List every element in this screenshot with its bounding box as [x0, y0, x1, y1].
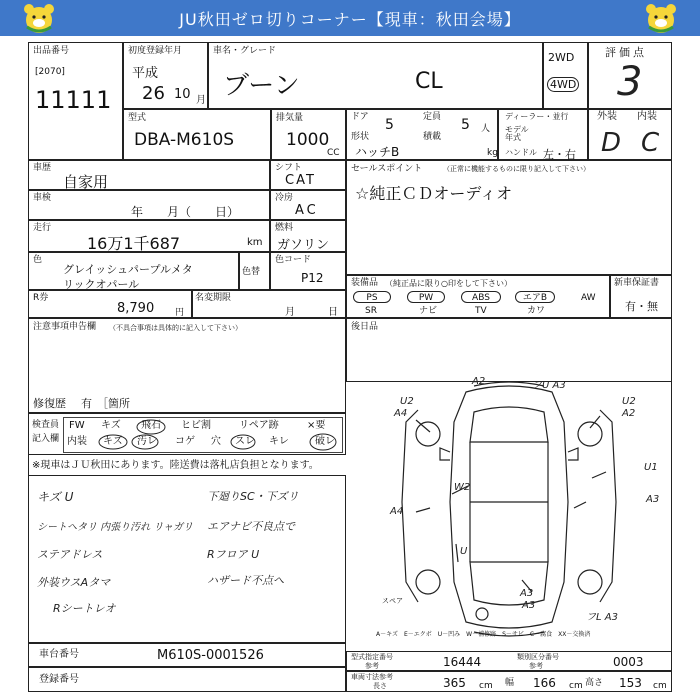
- remark-right-1: 下廻りSC・下ズリ: [207, 490, 299, 503]
- insp-wear: スレ: [235, 436, 255, 447]
- score-value: 3: [617, 59, 643, 105]
- insp-int-scratch: キズ: [103, 436, 123, 447]
- equipment-label: 装備品: [351, 278, 379, 288]
- exterior-grade: D: [601, 128, 622, 158]
- equip-aw: AW: [581, 293, 596, 303]
- after-items-cell: [346, 318, 672, 382]
- class-value: 0003: [613, 655, 644, 669]
- equip-tv: TV: [475, 306, 487, 316]
- color-change-cell: [239, 252, 270, 290]
- exterior-interior-cell: [588, 109, 672, 160]
- era: 平成: [132, 66, 159, 81]
- model-year-label: モデル年式: [505, 125, 529, 142]
- remark-left-5: Rシートレオ: [53, 602, 116, 615]
- shift-label: シフト: [275, 163, 303, 173]
- lot-label: 出品番号: [33, 46, 70, 56]
- displacement-cell: [271, 109, 346, 160]
- color-cell: [28, 252, 239, 290]
- insp-chip: 飛石: [141, 420, 161, 431]
- mark-7: W2: [454, 482, 471, 493]
- mileage-value: 16万1千687: [87, 234, 181, 253]
- mark-1: A2: [472, 376, 486, 387]
- chassis-cell: [28, 643, 346, 667]
- insp-need: ×要: [307, 420, 326, 431]
- car-name-cell: [208, 42, 543, 109]
- shift-value: CAT: [285, 173, 316, 188]
- type-cert-row: [346, 651, 672, 671]
- reg-expiry-month: 月: [285, 307, 295, 318]
- height-value: 153: [619, 676, 642, 690]
- displacement-label: 排気量: [276, 113, 304, 123]
- km-unit: km: [247, 237, 263, 248]
- notes-sub: （不具合事項は具体的に記入して下さい）: [109, 324, 242, 332]
- dims-label: 車両寸法参考: [351, 673, 393, 681]
- mark-5: U2: [622, 396, 636, 407]
- fuel-value: ガソリン: [277, 238, 330, 253]
- insp-interior: 内装: [67, 436, 87, 447]
- warranty-label: 新車保証書: [614, 278, 660, 288]
- insp-crack: ヒビ割: [181, 420, 211, 431]
- score-cell: [588, 42, 672, 109]
- equip-leather: カワ: [527, 306, 546, 316]
- equip-airbag: エアB: [515, 291, 555, 303]
- reg-year: 26: [142, 83, 165, 104]
- mark-4: A4: [394, 408, 408, 419]
- remark-left-1: キズ U: [37, 490, 74, 504]
- spare-label: スペア: [382, 597, 403, 605]
- dealer-label: ディーラー・並行: [505, 112, 569, 121]
- model-label: 型式: [128, 113, 147, 123]
- equip-ps: PS: [353, 291, 391, 303]
- mark-14: フL A3: [586, 612, 618, 623]
- fuel-cell: [270, 220, 346, 252]
- equip-abs: ABS: [461, 291, 501, 303]
- insp-tear: 破レ: [315, 436, 335, 447]
- grade: CL: [415, 69, 443, 94]
- remark-left-3: ステアドレス: [37, 548, 103, 561]
- remark-left-4: 外装ウスAタマ: [37, 576, 111, 589]
- width-value: 166: [533, 676, 556, 690]
- drive-cell: [543, 42, 588, 109]
- inspector-label-1: 検査員: [32, 420, 60, 430]
- registration-cell: [28, 667, 346, 692]
- reg-expiry-cell: [192, 290, 346, 318]
- equip-sr: SR: [365, 306, 377, 316]
- width-label: 幅: [505, 678, 515, 688]
- reg-number-label: 登録番号: [39, 674, 79, 685]
- handle-label: ハンドル: [505, 148, 537, 157]
- model-cell: [123, 109, 271, 160]
- insp-burn: コゲ: [175, 436, 195, 447]
- history-label: 車歴: [33, 163, 52, 173]
- type-cert-value: 16444: [443, 655, 482, 669]
- doors-value: 5: [385, 117, 394, 133]
- notice-text: ※現車はＪＵ秋田にあります。陸送費は落札店負担となります。: [32, 460, 319, 471]
- equipment-cell: [346, 275, 610, 318]
- mark-10: A4: [390, 506, 404, 517]
- color-line-1: グレイッシュパープルメタ: [63, 263, 193, 276]
- people-unit: 人: [481, 124, 491, 134]
- warranty-value: 有・無: [625, 300, 658, 313]
- car-name-label: 車名・グレード: [213, 46, 277, 56]
- after-label: 後日品: [351, 322, 379, 332]
- capacity-label: 定員: [423, 112, 442, 122]
- shape-value: ハッチB: [355, 145, 400, 159]
- mileage-cell: [28, 220, 270, 252]
- sales-label: セールスポイント: [351, 164, 423, 174]
- history-cell: [28, 160, 270, 190]
- interior-label: 内装: [637, 111, 657, 122]
- yen-unit: 円: [175, 308, 185, 318]
- reg-expiry-label: 名変期限: [195, 293, 232, 303]
- remark-right-3: Rフロア U: [207, 548, 260, 561]
- capacity-value: 5: [461, 117, 470, 133]
- color-change-label: 色替: [242, 267, 261, 277]
- bear-mascot-icon: [644, 2, 678, 34]
- height-label: 高さ: [585, 678, 604, 688]
- cc-unit: CC: [327, 148, 340, 158]
- insp-scratch: キズ: [101, 420, 121, 431]
- dealer-cell: [498, 109, 588, 160]
- insp-hole: 穴: [211, 436, 221, 447]
- mark-2: フU A3: [532, 380, 566, 391]
- damage-diagram: [346, 376, 672, 643]
- insp-dirt: 汚レ: [137, 436, 157, 447]
- diagram-legend: A－キズ E－エクボ U－凹み W－補修跡 S－サビ C－腐食 XX－交換済: [376, 631, 591, 638]
- length-unit: cm: [479, 681, 493, 691]
- model-value: DBA-M610S: [134, 130, 235, 150]
- mark-3: U2: [400, 396, 414, 407]
- insp-cut: キレ: [269, 436, 289, 447]
- type-cert-ref: 参考: [365, 662, 379, 670]
- first-reg-label: 初度登録年月: [128, 46, 183, 56]
- history-value: 自家用: [63, 173, 109, 191]
- remark-left-2: シートヘタリ 内張り汚れ リャガリ: [37, 522, 194, 533]
- drive-4wd: 4WD: [547, 77, 579, 92]
- car-name: ブーン: [223, 71, 300, 101]
- mark-8: U1: [644, 462, 658, 473]
- chassis-label: 車台番号: [39, 649, 79, 660]
- mark-12: A3: [520, 588, 534, 599]
- remark-right-4: ハザード不点へ: [207, 574, 284, 587]
- reg-expiry-day: 日: [328, 307, 338, 318]
- shape-label: 形状: [351, 132, 370, 142]
- inspector-cell: [28, 413, 346, 455]
- repair-part: ［箇所: [97, 397, 130, 410]
- sales-point: ☆純正ＣＤオーディオ: [355, 184, 513, 203]
- doors-shape-cell: [346, 109, 498, 160]
- handle-value: 左・右: [543, 148, 576, 161]
- color-code-value: P12: [301, 271, 324, 285]
- mark-13: A3: [522, 600, 536, 611]
- inspection-cell: [28, 190, 270, 220]
- header-title: JU秋田ゼロ切りコーナー【現車：秋田会場】: [179, 10, 521, 29]
- insp-repair: リペア跡: [239, 420, 279, 431]
- equip-navi: ナビ: [419, 306, 438, 316]
- inspection-value: 年 月（ 日）: [131, 205, 240, 219]
- notes-label: 注意事項申告欄: [33, 322, 97, 332]
- sales-point-cell: [346, 160, 672, 275]
- header-bar: [0, 0, 700, 36]
- inspection-label: 車検: [33, 193, 52, 203]
- color-line-2: リックオパール: [63, 278, 140, 291]
- interior-grade: C: [641, 128, 660, 158]
- notes-cell: [28, 318, 346, 413]
- dimensions-row: [346, 671, 672, 692]
- chassis-value: M610S-0001526: [157, 648, 264, 663]
- kg-unit: kg: [487, 148, 498, 158]
- insp-fw: FW: [69, 420, 85, 431]
- color-code-label: 色コード: [275, 255, 312, 265]
- load-label: 積載: [423, 132, 442, 142]
- class-ref: 参考: [529, 662, 543, 670]
- mileage-label: 走行: [33, 223, 52, 233]
- width-unit: cm: [569, 681, 583, 691]
- lot-number: 11111: [35, 86, 112, 114]
- height-unit: cm: [653, 681, 667, 691]
- inspector-circles: [29, 414, 347, 456]
- fuel-label: 燃料: [275, 223, 294, 233]
- length-label: 長さ: [373, 682, 387, 690]
- class-label: 類別区分番号: [517, 653, 559, 661]
- equipment-sub: （純正品に限り○印をして下さい）: [385, 279, 512, 288]
- remarks-cell: [28, 475, 346, 643]
- repair-value: 有: [81, 397, 92, 410]
- equip-pw: PW: [407, 291, 445, 303]
- ac-label: 冷房: [275, 193, 294, 203]
- mark-9: A3: [646, 494, 660, 505]
- sales-sub: （正常に機能するものに限り記入して下さい）: [443, 165, 590, 173]
- exterior-label: 外装: [597, 111, 617, 122]
- first-registration-cell: [123, 42, 208, 109]
- mark-11: U: [460, 546, 468, 557]
- recycle-value: 8,790: [117, 301, 155, 316]
- inspector-label-2: 記入欄: [32, 434, 60, 444]
- length-value: 365: [443, 676, 466, 690]
- mark-6: A2: [622, 408, 636, 419]
- month-unit: 月: [196, 95, 206, 106]
- lot-sub: [2070]: [35, 67, 65, 77]
- color-label: 色: [33, 255, 43, 265]
- remark-right-2: エアナビ不良点で: [207, 520, 295, 533]
- color-code-cell: [270, 252, 346, 290]
- shift-cell: [270, 160, 346, 190]
- doors-label: ドア: [351, 112, 369, 122]
- recycle-label: R券: [33, 293, 49, 303]
- ac-cell: [270, 190, 346, 220]
- reg-month: 10: [174, 87, 191, 102]
- ac-value: AC: [295, 203, 319, 218]
- lot-cell: [28, 42, 123, 160]
- score-label: 評価点: [605, 46, 647, 59]
- displacement-value: 1000: [286, 130, 330, 150]
- repair-label: 修復歴: [33, 397, 66, 410]
- warranty-cell: [610, 275, 672, 318]
- type-cert-label: 型式指定番号: [351, 653, 393, 661]
- recycle-cell: [28, 290, 192, 318]
- drive-2wd: 2WD: [548, 51, 575, 64]
